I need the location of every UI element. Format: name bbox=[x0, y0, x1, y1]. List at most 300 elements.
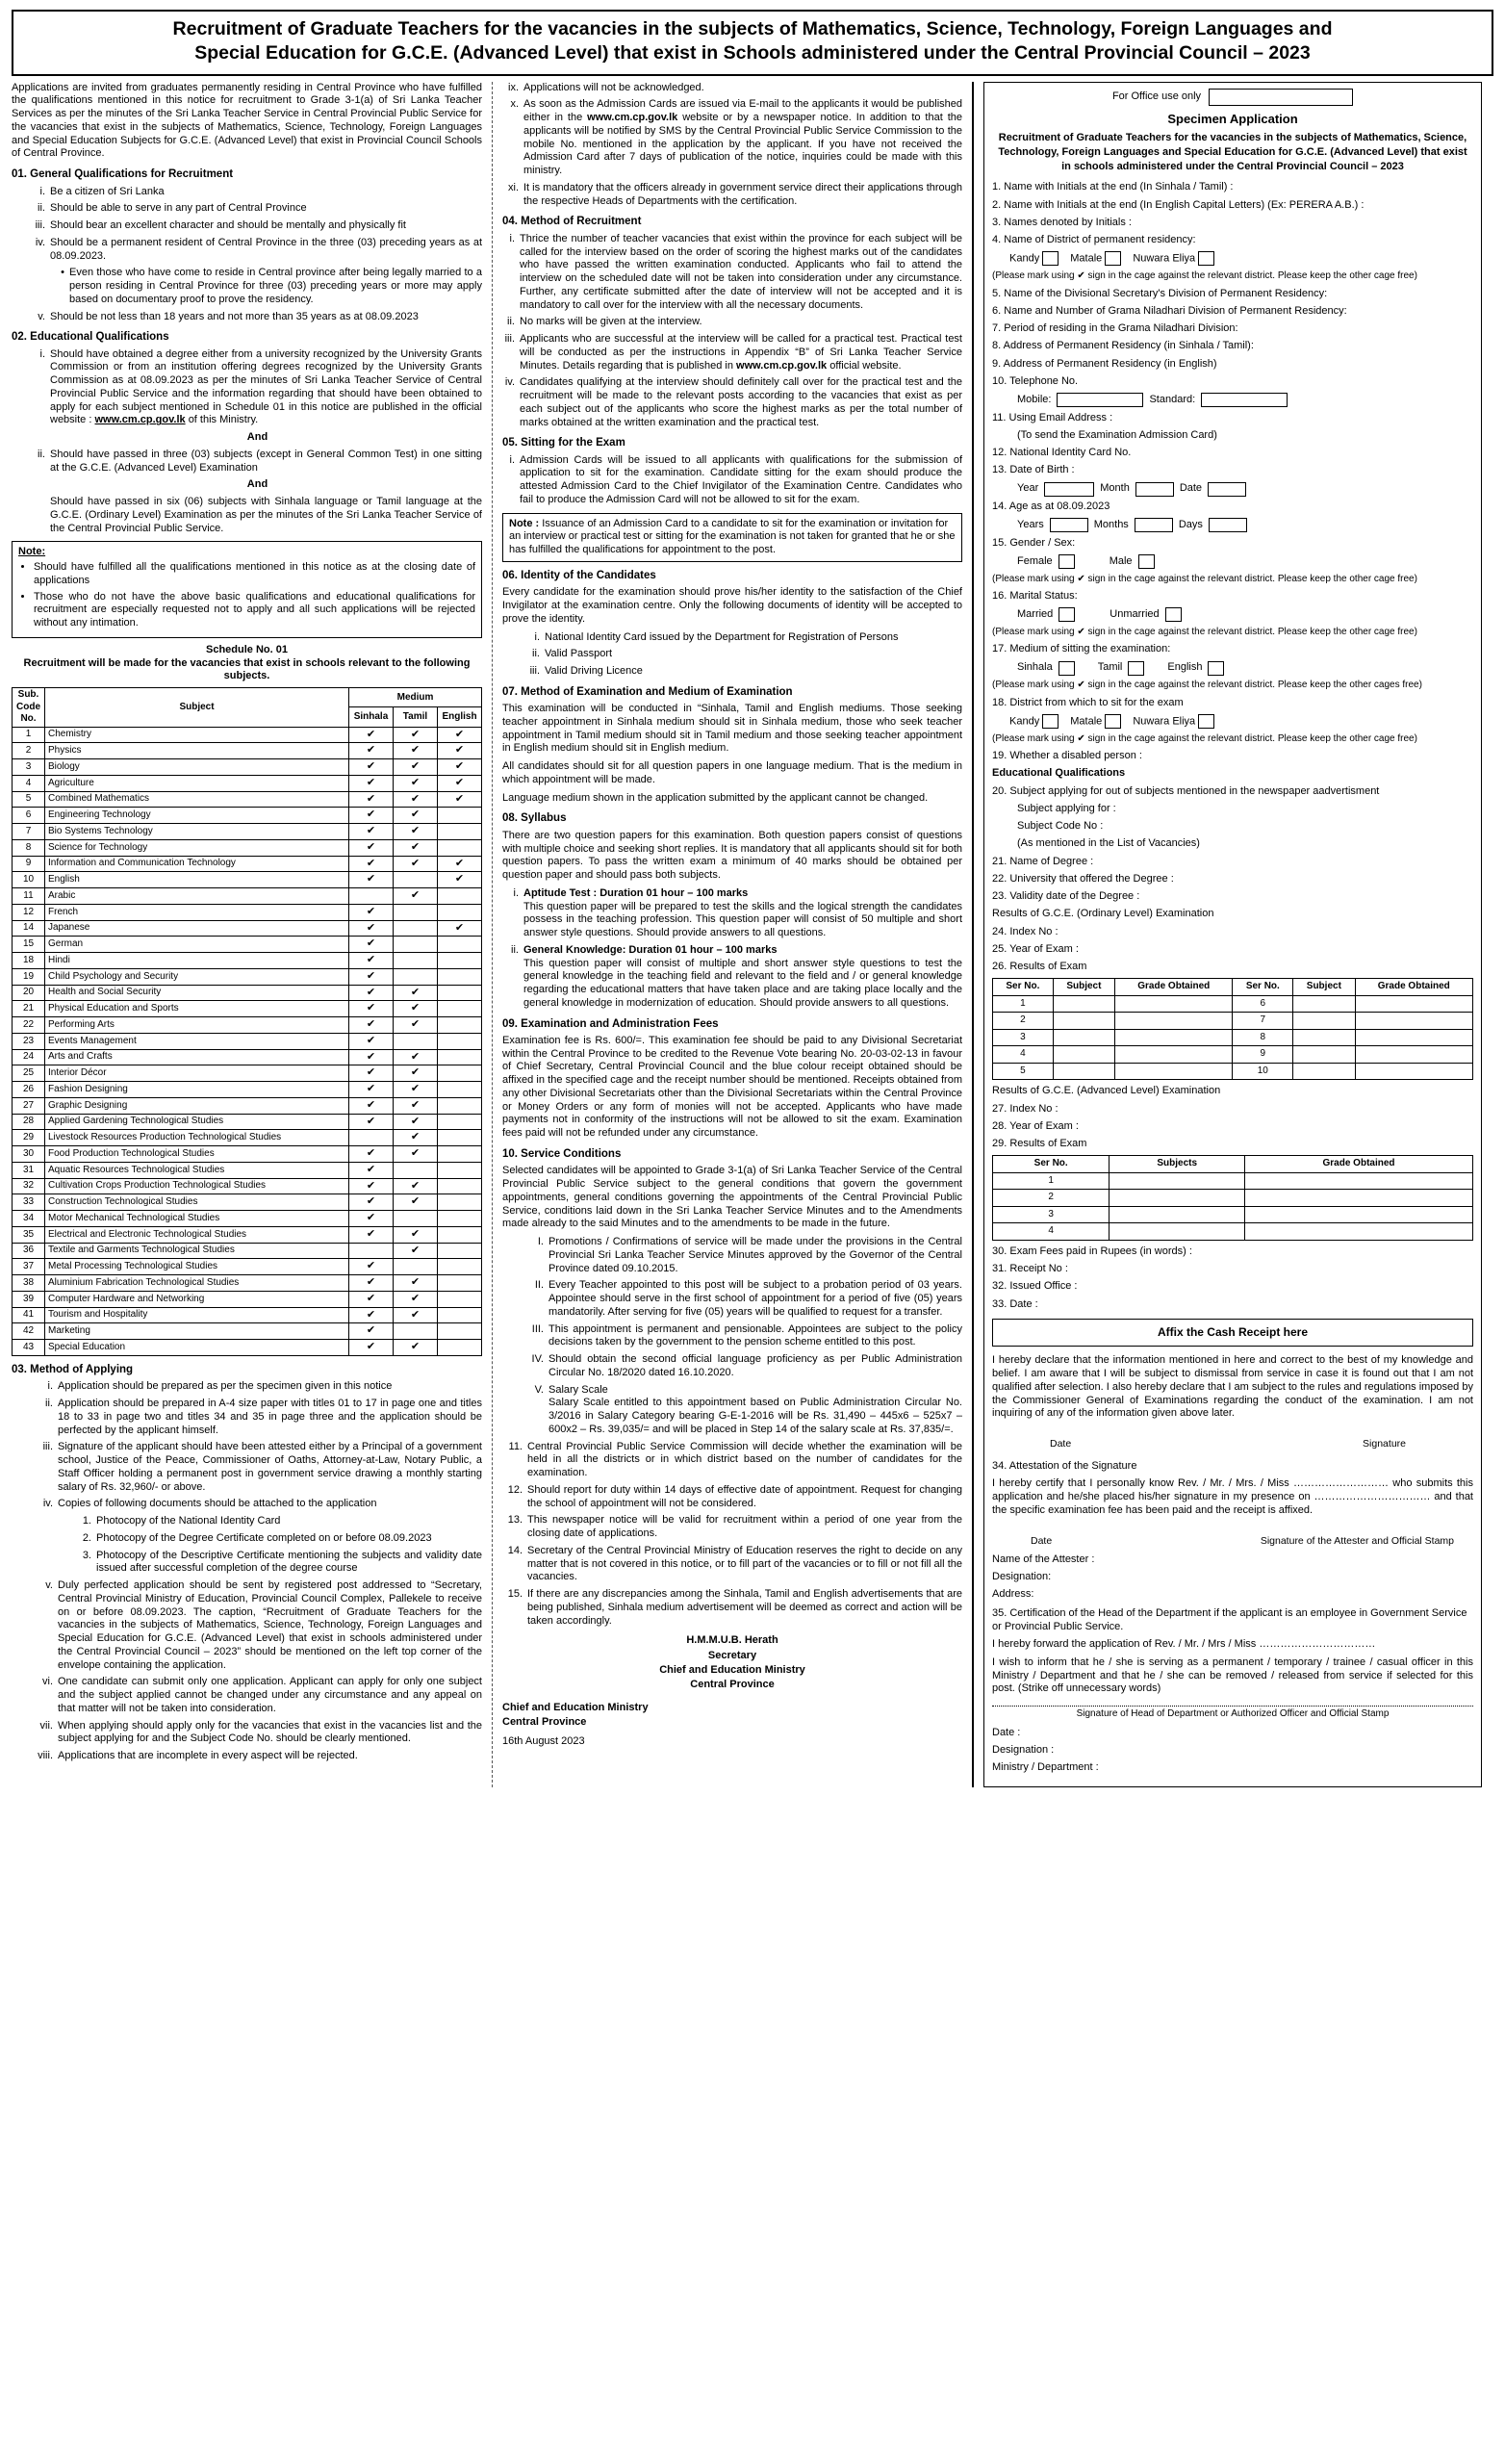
cell-subject: Livestock Resources Production Technological Studies bbox=[45, 1130, 349, 1146]
medium-sinhala-checkbox[interactable] bbox=[1059, 661, 1075, 676]
declaration-signature-row bbox=[992, 1438, 1473, 1450]
exam-district-matale[interactable] bbox=[1070, 714, 1121, 729]
table-cell[interactable]: 9 bbox=[1233, 1046, 1293, 1064]
section-03-heading: 03. Method of Applying bbox=[12, 1363, 134, 1375]
table-cell[interactable]: 7 bbox=[1233, 1013, 1293, 1030]
table-row bbox=[13, 968, 482, 985]
list-marker: ii. bbox=[45, 1398, 53, 1410]
sec02-item-i: Should have obtained a degree either from a university recognized by the University Grants Commission or from an institution offering degrees recognized by the University Grants Commission as at 08.09.2023 as per the minutes of Sri Lanka Teacher Service of Central Provincial Public Service and the information regarding that should have been obtained to apply for each subject mentioned in Schedule 01 in this notice are published in the official website : bbox=[50, 347, 482, 426]
list-marker: 1. bbox=[82, 1515, 91, 1527]
cell-tamil bbox=[394, 920, 438, 937]
field-label: Issued Office : bbox=[1009, 1280, 1078, 1293]
table-cell[interactable] bbox=[1355, 1046, 1472, 1064]
table-cell[interactable]: 6 bbox=[1233, 995, 1293, 1013]
table-row[interactable] bbox=[993, 995, 1473, 1013]
field-label: Name and Number of Grama Niladhari Division of Permanent Residency: bbox=[1004, 304, 1347, 317]
field-11 bbox=[992, 412, 1473, 425]
table-cell[interactable] bbox=[1355, 1063, 1472, 1080]
cell-code: 31 bbox=[13, 1162, 45, 1178]
medium-row bbox=[1017, 661, 1473, 676]
cell-sinhala: ✔ bbox=[349, 743, 394, 759]
attachment-item bbox=[75, 1515, 482, 1528]
list-text: Central Provincial Public Service Commission will decide whether the examination will be held in all the districts or in which district based on the number of candidates for the examination. bbox=[527, 1440, 962, 1479]
cell-english bbox=[438, 1194, 482, 1211]
list-marker: v. bbox=[45, 1579, 53, 1592]
section-05-list bbox=[502, 454, 962, 507]
medium-english-checkbox[interactable] bbox=[1208, 661, 1224, 676]
office-use-label: For Office use only bbox=[1111, 90, 1202, 102]
section-02-heading: 02. Educational Qualifications bbox=[12, 331, 169, 344]
authority-office: Chief and Education Ministry bbox=[659, 1664, 805, 1677]
cell-tamil bbox=[394, 1211, 438, 1227]
table-row bbox=[13, 953, 482, 969]
cell-subject: Chemistry bbox=[45, 727, 349, 743]
table-cell[interactable]: 10 bbox=[1233, 1063, 1293, 1080]
cell-code: 32 bbox=[13, 1178, 45, 1194]
th-tamil: Tamil bbox=[394, 707, 438, 727]
field-29 bbox=[992, 1138, 1473, 1151]
declaration-text: I hereby declare that the information mentioned in here and correct to the best of my knowledge and belief. I am aware that I will be subject to dismissal from service in case it is found out that I am not qualified after selection. I also hereby declare that I am subject to the rules and regulations imposed by the Commissioner General of Examinations regarding the conduct of the examination. I am not inquiring of any of the information given above later. bbox=[992, 1354, 1473, 1420]
checkbox[interactable] bbox=[1105, 714, 1121, 729]
title-line-1: Recruitment of Graduate Teachers for the vacancies in the subjects of Mathematics, Science, Technology, Foreign Languages and bbox=[172, 18, 1333, 39]
list-text: Photocopy of the Descriptive Certificate mentioning the subjects and validity date issued after successful completion of the degree course bbox=[96, 1549, 482, 1575]
table-cell[interactable] bbox=[1293, 1013, 1355, 1030]
list-item bbox=[502, 454, 962, 507]
field-32 bbox=[992, 1280, 1473, 1294]
cell-tamil bbox=[394, 1162, 438, 1178]
section-10-intro: Selected candidates will be appointed to Grade 3-1(a) of Sri Lanka Teacher Service of the Central Provincial Public Service subject to the general conditions that govern the government appointments, general conditions governing the appointments of the Central Provincial Public Service, conditions laid down in the Sri Lanka Teacher Service Minutes and to the Amendments made already to the said Minutes and to the amendments to be made in the future. bbox=[502, 1165, 962, 1230]
list-marker: x. bbox=[510, 98, 519, 111]
list-item bbox=[33, 1398, 482, 1437]
mobile-label: Mobile: bbox=[1017, 393, 1052, 405]
field-number: 29. bbox=[992, 1138, 1008, 1150]
list-text: When applying should apply only for the vacancies that exist in the vacancies list and the subject applying for and the Subject Code No. should be clearly mentioned. bbox=[58, 1719, 482, 1745]
checkbox[interactable] bbox=[1198, 714, 1214, 729]
table-row[interactable] bbox=[993, 1172, 1473, 1190]
table-cell[interactable]: 3 bbox=[993, 1029, 1054, 1046]
footer-ministry-block bbox=[502, 1701, 962, 1749]
table-row bbox=[13, 824, 482, 840]
column-right-specimen bbox=[974, 82, 1482, 1788]
cell-subject: Combined Mathematics bbox=[45, 791, 349, 808]
field-26 bbox=[992, 961, 1473, 974]
list-item bbox=[33, 186, 482, 199]
cell-tamil: ✔ bbox=[394, 1017, 438, 1034]
table-cell[interactable] bbox=[1115, 995, 1233, 1013]
table-header-cell: Grade Obtained bbox=[1355, 979, 1472, 996]
list-text: Valid Driving Licence bbox=[545, 665, 643, 678]
table-cell[interactable]: 2 bbox=[993, 1190, 1110, 1207]
table-cell[interactable]: 3 bbox=[993, 1206, 1110, 1223]
standard-input[interactable] bbox=[1201, 393, 1288, 407]
table-cell[interactable] bbox=[1110, 1223, 1245, 1241]
cell-subject: Japanese bbox=[45, 920, 349, 937]
table-row bbox=[13, 1226, 482, 1243]
cell-sinhala: ✔ bbox=[349, 808, 394, 824]
field-label: Index No : bbox=[1009, 1102, 1059, 1115]
medium-sinhala-label: Sinhala bbox=[1017, 661, 1053, 674]
list-marker: i. bbox=[39, 185, 45, 197]
table-cell[interactable] bbox=[1115, 1013, 1233, 1030]
checkbox[interactable] bbox=[1198, 251, 1214, 266]
table-row bbox=[13, 1211, 482, 1227]
cell-tamil: ✔ bbox=[394, 1226, 438, 1243]
table-cell[interactable]: 2 bbox=[993, 1013, 1054, 1030]
field-number: 28. bbox=[992, 1119, 1008, 1132]
age-years-input[interactable] bbox=[1050, 518, 1088, 532]
exam-district-nuwaraeliya[interactable] bbox=[1133, 714, 1214, 729]
section-10-numbered-list bbox=[502, 1441, 962, 1629]
table-row bbox=[13, 937, 482, 953]
list-marker: iv. bbox=[35, 236, 45, 248]
list-text: National Identity Card issued by the Department for Registration of Persons bbox=[545, 630, 899, 643]
table-header-row bbox=[13, 688, 482, 707]
cell-english: ✔ bbox=[438, 759, 482, 776]
cell-sinhala: ✔ bbox=[349, 1194, 394, 1211]
table-cell[interactable]: 1 bbox=[993, 995, 1054, 1013]
note-heading: Note: bbox=[18, 546, 46, 558]
cell-tamil: ✔ bbox=[394, 1049, 438, 1065]
table-row bbox=[13, 759, 482, 776]
table-cell[interactable] bbox=[1110, 1190, 1245, 1207]
section-05-heading: 05. Sitting for the Exam bbox=[502, 437, 625, 449]
th-english: English bbox=[438, 707, 482, 727]
list-marker: v. bbox=[38, 310, 45, 322]
cell-english: ✔ bbox=[438, 872, 482, 888]
cell-code: 34 bbox=[13, 1211, 45, 1227]
website-link[interactable]: www.cm.cp.gov.lk bbox=[94, 414, 186, 426]
field-label: Telephone No. bbox=[1009, 374, 1079, 387]
subject-schedule-table bbox=[12, 687, 482, 1356]
list-text: Admission Cards will be issued to all applicants with qualifications for the submission of application to sit for the examination. Candidate sitting for the exam should produce the attested Admission Card to the Chief Invigilator of the Examination Centre. Candidates who fail to produce the Admission Card will not be allowed to sit for the exam. bbox=[520, 453, 962, 505]
table-row bbox=[13, 1340, 482, 1356]
list-item bbox=[502, 1441, 962, 1480]
hod-designation-label: Designation : bbox=[992, 1743, 1055, 1756]
table-cell[interactable] bbox=[1053, 1013, 1114, 1030]
table-row bbox=[13, 1323, 482, 1340]
table-row[interactable] bbox=[993, 1029, 1473, 1046]
column-middle bbox=[493, 82, 974, 1788]
cell-sinhala: ✔ bbox=[349, 920, 394, 937]
field-number: 10. bbox=[992, 374, 1008, 387]
cell-sinhala: ✔ bbox=[349, 904, 394, 920]
dob-year-input[interactable] bbox=[1044, 482, 1094, 497]
table-cell[interactable] bbox=[1355, 1013, 1472, 1030]
affix-receipt-box[interactable]: Affix the Cash Receipt here bbox=[992, 1319, 1473, 1347]
sub-note-text: Even those who have come to reside in Central province after being legally married to a person residing in Central Province for three (03) preceding years or more may apply based on documentary proof to prove the residency. bbox=[69, 267, 482, 305]
table-cell[interactable] bbox=[1245, 1223, 1473, 1241]
section-10-heading: 10. Service Conditions bbox=[502, 1147, 622, 1160]
section-04-list bbox=[502, 233, 962, 430]
cell-english bbox=[438, 808, 482, 824]
age-months-input[interactable] bbox=[1135, 518, 1173, 532]
cell-subject: Physics bbox=[45, 743, 349, 759]
list-marker: i. bbox=[509, 453, 515, 466]
medium-tamil-label: Tamil bbox=[1097, 661, 1123, 674]
checkbox[interactable] bbox=[1105, 251, 1121, 266]
intro-paragraph: Applications are invited from graduates permanently residing in Central Province who have fulfilled the qualifications mentioned in this notice for recruitment to Grade 3-1(a) of Sri Lanka Teacher Services as per the minutes of the Sri Lanka Teacher Service in Central Provincial Public Service for the vacancies that exist in the subjects of Mathematics, Science, Technology, Foreign Languages and Special Education Subjects for G.C.E. (Advanced Level) that exist in Provincial Council Schools of Central Province. bbox=[12, 81, 482, 160]
cell-code: 15 bbox=[13, 937, 45, 953]
field-label: Using Email Address : bbox=[1008, 411, 1113, 424]
district-option-nuwaraeliya[interactable] bbox=[1133, 251, 1214, 266]
table-cell[interactable] bbox=[1053, 1046, 1114, 1064]
field-8 bbox=[992, 340, 1473, 353]
table-cell[interactable] bbox=[1110, 1206, 1245, 1223]
table-row bbox=[13, 872, 482, 888]
table-cell[interactable] bbox=[1245, 1206, 1473, 1223]
list-text: As soon as the Admission Cards are issued via E-mail to the applicants it would be published either in the www.cm.cp.gov.lk website or by a newspaper notice. In addition to that the applicants will be notified by SMS by the Central Provincial Public Service Commission to the mobile No. mentioned in the application by the applicant. If you have not received the Admission Card after 7 days of publication of the notice, inquiries could be made with this ministry. bbox=[523, 98, 962, 177]
cell-code: 36 bbox=[13, 1243, 45, 1259]
table-header-cell: Grade Obtained bbox=[1115, 979, 1233, 996]
divider bbox=[992, 1706, 1473, 1707]
table-header-row bbox=[993, 979, 1473, 996]
table-cell[interactable] bbox=[1293, 1063, 1355, 1080]
list-text: Application should be prepared in A-4 size paper with titles 01 to 17 in page one and titles 18 to 33 in page two and titles 34 and 35 in page three and the application should be perfected by the applicant himself. bbox=[58, 1398, 482, 1436]
note-box bbox=[12, 541, 482, 638]
cell-subject: Health and Social Security bbox=[45, 985, 349, 1001]
cell-subject: Hindi bbox=[45, 953, 349, 969]
medium-tamil-checkbox[interactable] bbox=[1128, 661, 1144, 676]
cell-subject: French bbox=[45, 904, 349, 920]
dob-month-input[interactable] bbox=[1135, 482, 1174, 497]
note-bullets bbox=[18, 561, 475, 630]
checkbox[interactable] bbox=[1042, 714, 1059, 729]
list-item bbox=[523, 1384, 962, 1437]
cell-english bbox=[438, 1259, 482, 1275]
list-text: Should report for duty within 14 days of effective date of appointment. Request for changing the school of appointment will not be considered. bbox=[527, 1483, 962, 1509]
list-item bbox=[33, 1380, 482, 1394]
list-text: Applications that are incomplete in every aspect will be rejected. bbox=[58, 1750, 358, 1762]
cell-subject: Agriculture bbox=[45, 775, 349, 791]
title-line-2: Special Education for G.C.E. (Advanced Level) that exist in Schools administered under the Central Provincial Council – 2023 bbox=[194, 42, 1311, 64]
cell-tamil: ✔ bbox=[394, 1275, 438, 1292]
exam-district-kandy[interactable] bbox=[1009, 714, 1059, 729]
table-row[interactable] bbox=[993, 1013, 1473, 1030]
office-use-box[interactable] bbox=[1209, 89, 1353, 106]
field-35-text-1: I hereby forward the application of Rev. / Mr. / Mrs / Miss …………………………… bbox=[992, 1638, 1376, 1651]
field-23 bbox=[992, 890, 1473, 904]
table-header-cell: Ser No. bbox=[993, 979, 1054, 996]
district-label: Matale bbox=[1070, 715, 1103, 728]
dob-month-label: Month bbox=[1100, 482, 1130, 495]
checkbox[interactable] bbox=[1042, 251, 1059, 266]
cell-subject: English bbox=[45, 872, 349, 888]
list-text: Be a citizen of Sri Lanka bbox=[50, 185, 165, 197]
cell-code: 3 bbox=[13, 759, 45, 776]
list-marker: i. bbox=[513, 886, 519, 899]
table-row[interactable] bbox=[993, 1206, 1473, 1223]
field-20-sub-1: Subject applying for : bbox=[1017, 802, 1116, 814]
table-cell[interactable]: 4 bbox=[993, 1223, 1110, 1241]
list-text: Duly perfected application should be sent by registered post addressed to “Secretary, Central Provincial Ministry of Education, Provincial Council Complex, Pallekele to receive on or before 08.09.2023. The caption, “Recruitment of Graduate Teachers for the vacancies in the subjects of Mathematics, Science, Technology, Foreign Languages and Special Education for G.C.E. (Advanced Level) that exist in schools administered under the Central Provincial Council – 2023” should be mentioned on the left top corner of the envelope containing the application. bbox=[58, 1579, 482, 1671]
age-months-label: Months bbox=[1093, 519, 1129, 530]
field-number: 18. bbox=[992, 696, 1008, 708]
table-row[interactable] bbox=[993, 1046, 1473, 1064]
list-marker: ii. bbox=[511, 943, 519, 956]
cell-tamil bbox=[394, 872, 438, 888]
table-cell[interactable] bbox=[1053, 1063, 1114, 1080]
continuation-list bbox=[502, 82, 962, 209]
cell-sinhala: ✔ bbox=[349, 1275, 394, 1292]
table-cell[interactable] bbox=[1293, 1046, 1355, 1064]
table-header-cell: Ser No. bbox=[993, 1156, 1110, 1173]
list-marker: 11. bbox=[508, 1440, 523, 1452]
table-cell[interactable] bbox=[1355, 1029, 1472, 1046]
list-text: Thrice the number of teacher vacancies that exist within the province for each subject will be called for the interview based on the order of scoring the highest marks out of the candidates who have passed the written examination conducted. Applicants who fail to attend the interview on the scheduled date will not be taken into consideration under any circumstance. Further, any certificate submitted after the date of interview will not be accepted and it is mandatory to call over for the interview with all the necessary documents. bbox=[520, 232, 962, 311]
field-label: Attestation of the Signature bbox=[1008, 1460, 1137, 1473]
section-07-para-2: All candidates should sit for all question papers in one language medium. That is the medium in which appointment will be made. bbox=[502, 760, 962, 785]
district-option-matale[interactable] bbox=[1070, 251, 1121, 266]
table-cell[interactable] bbox=[1115, 1029, 1233, 1046]
ol-results-table[interactable] bbox=[992, 978, 1473, 1080]
list-item bbox=[523, 1353, 962, 1380]
gender-male-checkbox[interactable] bbox=[1138, 554, 1155, 569]
field-label: Results of Exam bbox=[1009, 1138, 1087, 1150]
list-item bbox=[33, 1676, 482, 1715]
table-cell[interactable] bbox=[1110, 1172, 1245, 1190]
cell-english: ✔ bbox=[438, 856, 482, 872]
field-14 bbox=[992, 500, 1473, 514]
unmarried-label: Unmarried bbox=[1110, 608, 1160, 620]
hod-ministry-label: Ministry / Department : bbox=[992, 1761, 1099, 1774]
table-row[interactable] bbox=[993, 1063, 1473, 1080]
list-text: Should be not less than 18 years and not more than 35 years as at 08.09.2023 bbox=[50, 310, 419, 322]
field-number: 2. bbox=[992, 198, 1002, 211]
list-item-title: General Knowledge: Duration 01 hour – 100 marks bbox=[523, 943, 778, 956]
list-item bbox=[502, 1545, 962, 1584]
list-item bbox=[502, 182, 962, 209]
table-cell[interactable] bbox=[1115, 1046, 1233, 1064]
al-results-table[interactable] bbox=[992, 1155, 1473, 1241]
field-number: 33. bbox=[992, 1297, 1008, 1310]
list-marker: III. bbox=[531, 1322, 544, 1335]
list-item bbox=[33, 496, 482, 535]
mobile-input[interactable] bbox=[1057, 393, 1143, 407]
cell-english bbox=[438, 1017, 482, 1034]
table-row bbox=[13, 791, 482, 808]
field-19 bbox=[992, 750, 1473, 763]
cell-english bbox=[438, 1049, 482, 1065]
section-07-para-3: Language medium shown in the application submitted by the applicant cannot be changed. bbox=[502, 791, 929, 804]
age-days-input[interactable] bbox=[1209, 518, 1247, 532]
table-cell[interactable]: 8 bbox=[1233, 1029, 1293, 1046]
footer-ministry: Chief and Education Ministry bbox=[502, 1701, 649, 1713]
medium-english-label: English bbox=[1167, 661, 1203, 674]
table-body bbox=[993, 1172, 1473, 1240]
field-number: 14. bbox=[992, 500, 1008, 513]
table-cell[interactable] bbox=[1245, 1190, 1473, 1207]
cell-code: 20 bbox=[13, 985, 45, 1001]
dob-year-label: Year bbox=[1017, 482, 1039, 495]
list-marker: iii. bbox=[42, 1441, 53, 1453]
table-row bbox=[13, 1082, 482, 1098]
list-item bbox=[502, 887, 962, 940]
field-number: 23. bbox=[992, 890, 1008, 903]
table-cell[interactable] bbox=[1115, 1063, 1233, 1080]
th-subject: Subject bbox=[45, 688, 349, 728]
attester-designation-label: Designation: bbox=[992, 1571, 1052, 1583]
table-cell[interactable] bbox=[1245, 1172, 1473, 1190]
cell-code: 38 bbox=[13, 1275, 45, 1292]
specimen-title: Specimen Application bbox=[1167, 111, 1298, 126]
field-label: Exam Fees paid in Rupees (in words) : bbox=[1009, 1245, 1192, 1257]
cell-code: 42 bbox=[13, 1323, 45, 1340]
cell-code: 1 bbox=[13, 727, 45, 743]
list-item bbox=[502, 233, 962, 313]
note-bullet: • Should have fulfilled all the qualifications mentioned in this notice as at the closing date of applications bbox=[34, 561, 475, 588]
cell-sinhala: ✔ bbox=[349, 1323, 394, 1340]
field-1 bbox=[992, 181, 1473, 194]
table-cell[interactable]: 1 bbox=[993, 1172, 1110, 1190]
table-cell[interactable] bbox=[1053, 995, 1114, 1013]
th-code: Sub. Code No. bbox=[13, 688, 45, 728]
cell-code: 39 bbox=[13, 1291, 45, 1307]
cell-sinhala: ✔ bbox=[349, 775, 394, 791]
field-20-sub-2: Subject Code No : bbox=[1017, 820, 1104, 833]
section-01-heading: 01. General Qualifications for Recruitment bbox=[12, 168, 234, 181]
cell-english bbox=[438, 888, 482, 905]
cell-subject: Special Education bbox=[45, 1340, 349, 1356]
married-checkbox[interactable] bbox=[1059, 607, 1075, 622]
section-09-text: Examination fee is Rs. 600/=. This examination fee should be paid to any Divisional Secretariat within the Central Province to be credited to the Revenue Vote bearing No. 20-03-02-13 in favour of Chief Secretary, Central Provincial Council and the blue colour receipt obtained should be affixed in the specified cage and the receipt number should be mentioned. Receipts obtained from any other Divisional Secretariats other than the Divisional Secretariats within the Central Province or Money Orders or any form of monies will not be accepted. Applicants who have made payments not in conformity of the instructions will not be allowed to sit the exam. Examination fees paid will not be refunded under any circumstance. bbox=[502, 1034, 962, 1140]
dob-day-label: Date bbox=[1179, 482, 1203, 495]
table-cell[interactable]: 4 bbox=[993, 1046, 1054, 1064]
cell-tamil: ✔ bbox=[394, 888, 438, 905]
table-cell[interactable] bbox=[1293, 995, 1355, 1013]
gender-female-checkbox[interactable] bbox=[1059, 554, 1075, 569]
table-cell[interactable] bbox=[1355, 995, 1472, 1013]
table-cell[interactable] bbox=[1293, 1029, 1355, 1046]
exam-district-row bbox=[1009, 714, 1473, 729]
cell-sinhala: ✔ bbox=[349, 791, 394, 808]
dob-day-input[interactable] bbox=[1208, 482, 1246, 497]
table-row[interactable] bbox=[993, 1223, 1473, 1241]
field-number: 25. bbox=[992, 942, 1008, 955]
district-option-kandy[interactable] bbox=[1009, 251, 1059, 266]
exam-note-box bbox=[502, 513, 962, 562]
cell-code: 30 bbox=[13, 1146, 45, 1163]
table-cell[interactable]: 5 bbox=[993, 1063, 1054, 1080]
field-label: Gender / Sex: bbox=[1009, 536, 1076, 549]
table-row[interactable] bbox=[993, 1190, 1473, 1207]
authority-signature-block bbox=[502, 1633, 962, 1693]
cell-subject: Events Management bbox=[45, 1033, 349, 1049]
field-number: 12. bbox=[992, 447, 1008, 459]
list-marker: 3. bbox=[82, 1549, 91, 1561]
unmarried-checkbox[interactable] bbox=[1165, 607, 1182, 622]
field-9 bbox=[992, 358, 1473, 372]
schedule-subheading: Recruitment will be made for the vacancies that exist in schools relevant to the following subjects. bbox=[23, 656, 471, 682]
table-header-cell: Subject bbox=[1293, 979, 1355, 996]
field-label: Certification of the Head of the Department if the applicant is an employee in Government Service or Provincial Public Service. bbox=[992, 1607, 1467, 1632]
cell-code: 5 bbox=[13, 791, 45, 808]
section-08-intro: There are two question papers for this examination. Both question papers consist of questions with multiple choice and seeking short replies. It is mandatory that all applicants should sit for both question papers. To pass the written exam a minimum of 40 marks should be obtained per question paper and should pass both subjects. bbox=[502, 829, 962, 882]
cell-subject: Fashion Designing bbox=[45, 1082, 349, 1098]
field-label: Validity date of the Degree : bbox=[1009, 890, 1140, 903]
cell-english: ✔ bbox=[438, 791, 482, 808]
list-marker: IV. bbox=[531, 1353, 544, 1366]
list-item bbox=[523, 631, 962, 645]
cell-english: ✔ bbox=[438, 743, 482, 759]
cell-english bbox=[438, 1082, 482, 1098]
cell-sinhala: ✔ bbox=[349, 1162, 394, 1178]
table-cell[interactable] bbox=[1053, 1029, 1114, 1046]
cell-english bbox=[438, 1275, 482, 1292]
column-left bbox=[12, 82, 493, 1788]
cell-subject: Biology bbox=[45, 759, 349, 776]
list-text: Should bear an excellent character and should be mentally and physically fit bbox=[50, 219, 406, 232]
field-12 bbox=[992, 447, 1473, 460]
